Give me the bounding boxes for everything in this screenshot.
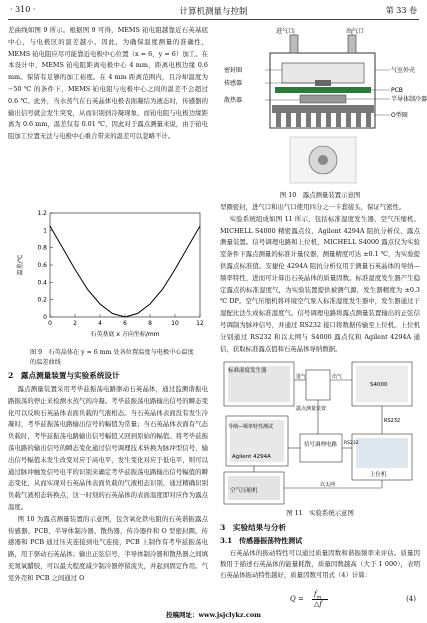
volume-label: 第 33 卷 xyxy=(385,6,417,15)
equation-num: f xyxy=(314,590,317,598)
label-outlet: 出气 xyxy=(332,374,343,380)
figure-9-caption: 图 9 石英晶体在 y = 6 mm 处各位置温度与电极中心温度的温差曲线 xyxy=(30,349,194,366)
figure-11-system-diagram xyxy=(220,360,420,508)
system-diagram-svg xyxy=(220,360,420,508)
y-tick-label: 0.8 xyxy=(37,244,47,252)
label-pc: 上位机 xyxy=(370,472,387,478)
label-inlet: 进气口 xyxy=(276,28,295,35)
y-tick-label: 1 xyxy=(43,227,47,235)
label-oring: O型圈 xyxy=(391,112,408,119)
label-inlet: 进气 xyxy=(296,374,307,380)
x-tick-label: 12 xyxy=(196,320,204,327)
label-cable: 导纳—频率特性测试 xyxy=(228,424,274,430)
journal-title: 计算机测量与控制 xyxy=(179,7,248,17)
label-signal: 信号调理电路 xyxy=(304,442,338,448)
section-3-title: 3 实验结果与分析 xyxy=(220,523,287,532)
page-header xyxy=(0,0,427,22)
y-tick-label: 0.4 xyxy=(37,279,47,287)
x-tick-label: 2 xyxy=(73,320,77,327)
inlet-pipe xyxy=(290,35,298,53)
page-footer: 投稿网址：www.jsjclykz.com xyxy=(165,611,262,619)
section-3-text xyxy=(220,548,420,581)
figure-9-chart xyxy=(10,205,210,345)
page-number: · 310 · xyxy=(10,5,36,14)
pcb-layer xyxy=(275,87,371,93)
pc-monitor xyxy=(356,438,408,468)
device-diagram-svg xyxy=(220,25,427,190)
equation-4 xyxy=(220,590,420,610)
x-axis-label: 石英基底 x 方向坐标/mm xyxy=(90,331,160,338)
body-paragraph: 图 10 为露点测量装置的示意图，包含氧化铁电阻的石英谐振露点传感器、PCB、半导体制冷器、散热器，传冷器件和 O 型密封圈。传感器和 PCB 通过压夹连接到电气连接，PCB 上制作有考毕兹振荡电路，用于驱动石英晶体；输出正弦信号，半导体制冷器和散热器之间填充氮氧醋胶，可以最大程度减少制冷器停留流失，并起到固定作用。气室外壳和 PCB 之间通过 O xyxy=(8,514,208,582)
x-tick-label: 4 xyxy=(98,320,102,327)
label-generator: 标准湿度发生器 xyxy=(228,368,267,374)
label-sensor: 传感器 xyxy=(224,80,243,87)
y-axis-label: 温差/℃ xyxy=(17,254,24,276)
x-tick-label: 6 xyxy=(123,320,127,327)
x-tick-label: 8 xyxy=(148,320,152,327)
y-tick-label: 0.6 xyxy=(37,262,47,269)
label-agilent: Agilent 4294A xyxy=(232,454,271,460)
equation-num-sub: m xyxy=(316,594,322,601)
label-seal: 密封圈 xyxy=(224,67,243,74)
body-paragraph: 露点测量装置采用考毕兹振荡电路驱动石英晶体，通过监测谐振电路振荡的停止来检测水蒸气的冷凝。考毕兹振荡电路输出信号的瞬态变化可以反映石英晶体表面负载的气液相态。当石英晶体表面没有发生冷凝时，考毕兹振荡电路输出信号的幅值为常量；当石英晶体表面有气态负载时，考毕兹振荡电路输出信号幅值又回到原始的幅值。将考毕兹振荡电路的输出信号的瞬态变化通过信号调理技术转换为脉冲型信号，输出信号幅值未发生改变对应于高电平，发生变化对应于低电平，则可以通过脉冲触发信号电平的识别来确定考毕兹振荡电路输出信号幅值的瞬态变化，从而实现对石英晶体表面负载的气液相态识别，通过精确识别负载气液相态转换点，这一时刻的石英晶体的表面温度即对应作为露点温度。 xyxy=(8,385,208,511)
sensor-element xyxy=(315,80,331,86)
outlet-pipe xyxy=(348,35,356,53)
equation-den: △f xyxy=(314,600,322,608)
body-paragraph: 实验系统组成如图 11 所示，包括标准湿度发生器、空气压缩机、MICHELL S4000 精密露点仪、Agilent 4294A 阻抗分析仪、露点测量装置。信号调理电路和上位机，MICHELL S4000 露点仪为实验室条件下露点测量的标准计量仪器，测量精度可达 ±0.1 ℃，为实验提供露点标准值。安捷伦 4294A 阻抗分析仪用于测量石英晶体的导纳—频率特性，进而可计算出石英晶体的质量因数。标准湿度发生器产生稳定露点的标准湿度气，为实验装置提供被测气源，发生器精度为 ±0.3 ℃ DP。空气压缩机将环境空气泵入标准湿度发生器中，发生器通过干湿配比法生成标准湿度气。信号调理电路将露点测量装置输出的正弦信号调制为脉冲信号，并通过 RS232 接口将数据传输至上位机。上位机分别通过 RS232 和以太网与 S4000 露点仪和 Agilent 4294A 通信，获取标准露点值和石英晶体导纳数据。 xyxy=(220,214,420,353)
label-s4000: S4000 xyxy=(370,382,388,388)
y-tick-label: 0.2 xyxy=(37,296,47,304)
right-column-text xyxy=(220,202,420,355)
label-device: 露点测量装置 xyxy=(296,406,327,412)
temperature-difference-chart xyxy=(10,205,210,345)
sensor-electrode xyxy=(318,155,328,165)
section-2-text xyxy=(8,384,208,585)
label-ethernet: 以太网 xyxy=(320,482,336,488)
heatsink xyxy=(272,105,374,127)
figure-10-device-diagram xyxy=(220,25,427,190)
y-tick-label: 0 xyxy=(43,314,47,321)
series-line xyxy=(50,226,200,317)
equation-lhs: Q = xyxy=(290,595,304,603)
section-2-title: 2 露点测量装置与实验系统设计 xyxy=(8,371,120,380)
label-compressor: 空气压缩机 xyxy=(230,488,258,494)
figure-10-caption: 图 10 露点测量装置示意图 xyxy=(279,191,361,199)
x-tick-label: 10 xyxy=(171,320,179,327)
label-tec: 半导体制冷器 xyxy=(391,96,427,103)
section-3-1-title: 3.1 传感器振荡特性测试 xyxy=(220,536,303,545)
label-housing: 气室外壳 xyxy=(391,67,416,74)
y-tick-label: 1.2 xyxy=(37,210,47,217)
label-outlet: 出气口 xyxy=(346,28,365,35)
body-paragraph: 石英晶体的振动特性可以通过质量因数和谐振频率来评估。质量因数用于描述石英晶体的能量耗散，质量因数越高（大于 1 000），表明石英晶体振动特性越好，质量因数可用式（4）计算： xyxy=(220,549,420,579)
label-rs232-a: RS232 xyxy=(384,418,401,424)
label-heatsink-left: 散热器 xyxy=(224,97,243,104)
header-rule xyxy=(8,19,419,20)
label-pcb: PCB xyxy=(391,87,403,94)
figure-11-caption: 图 11 实验系统示意图 xyxy=(286,509,354,517)
x-tick-label: 0 xyxy=(48,320,52,327)
label-rs232-b: RS232 xyxy=(344,441,359,446)
equation-number: (4) xyxy=(406,595,416,603)
body-paragraph: 差曲线如图 9 所示。根据图 9 可得，MEMS 铂电阻越靠近石英基底中心，与电极区的温差越小。因此，为确保温度测量的准确性，MEMS 铂电阻应尽可能靠近电极中心位置（x = 6，y = 6）加工。在本设计中，MEMS 铂电阻距离电极中心 4 mm，距离电极边缘 0.6 mm。保留有足够的加工裕度。在 4 mm 距离范围内，且冷却温度为 −50 ℃ 的条件下，MEMS 铂电阻与电极中心之间的温差不会超过 0.6 ℃。此外，当水蒸气在石英晶体电极表面凝结为液态时，传感器的输出信号就会发生突变，从而识别到冷凝现象，而铂电阻与电极边缘距离为 0.6 mm，温差仅有 0.01 ℃，因此对于露点测量来说，由于铂电阻加工位置无法与电极中心重合带来的温差可以忽略不计。 xyxy=(8,26,208,141)
body-paragraph: 型圈密封，进气口和出气口使用四分之一卡套接头，保证气密性。 xyxy=(220,203,406,211)
tec-layer xyxy=(300,95,346,103)
left-column-text xyxy=(8,25,208,143)
